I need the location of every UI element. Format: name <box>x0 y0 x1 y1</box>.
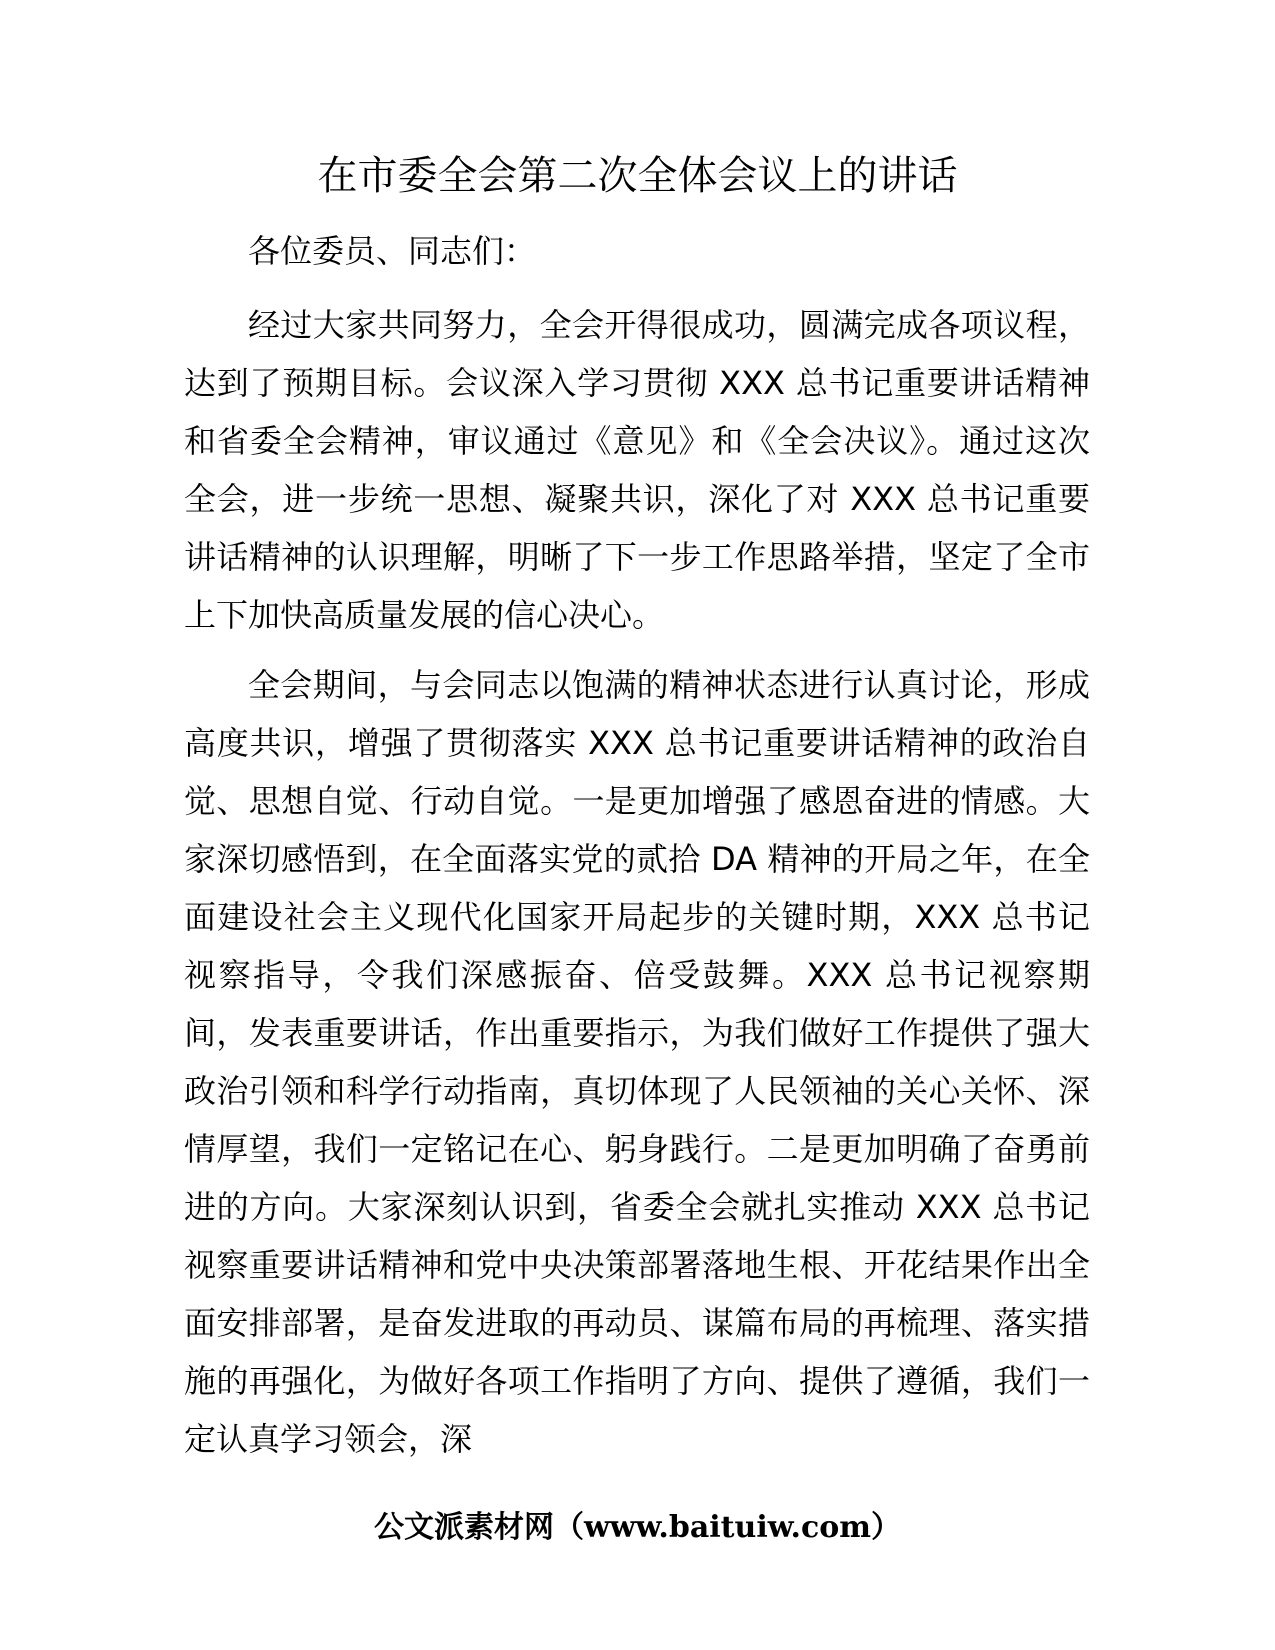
document-body <box>184 222 1090 1480</box>
paragraph-1: 经过大家共同努力，全会开得很成功，圆满完成各项议程，达到了预期目标。会议深入学习贯彻 XXX 总书记重要讲话精神和省委全会精神，审议通过《意见》和《全会决议》。通过这次全会，进一步统一思想、凝聚共识，深化了对 XXX 总书记重要讲话精神的认识理解，明晰了下一步工作思路举措，坚定了全市上下加快高质量发展的信心决心。 <box>184 306 1090 634</box>
paragraph-2: 全会期间，与会同志以饱满的精神状态进行认真讨论，形成高度共识，增强了贯彻落实 XXX 总书记重要讲话精神的政治自觉、思想自觉、行动自觉。一是更加增强了感恩奋进的情感。大家深切感悟到，在全面落实党的贰拾 DA 精神的开局之年，在全面建设社会主义现代化国家开局起步的关键时期，XXX 总书记视察指导，令我们深感振奋、倍受鼓舞。XXX 总书记视察期间，发表重要讲话，作出重要指示，为我们做好工作提供了强大政治引领和科学行动指南，真切体现了人民领袖的关心关怀、深情厚望，我们一定铭记在心、躬身践行。二是更加明确了奋勇前进的方向。大家深刻认识到，省委全会就扎实推动 XXX 总书记视察重要讲话精神和党中央决策部署落地生根、开花结果作出全面安排部署，是奋发进取的再动员、谋篇布局的再梳理、落实措施的再强化，为做好各项工作指明了方向、提供了遵循，我们一定认真学习领会，深 <box>184 666 1090 1458</box>
footer-watermark: 公文派素材网（www.baituiw.com） <box>373 1510 902 1545</box>
document-title: 在市委全会第二次全体会议上的讲话 <box>317 153 958 199</box>
salutation: 各位委员、同志们： <box>248 232 537 270</box>
